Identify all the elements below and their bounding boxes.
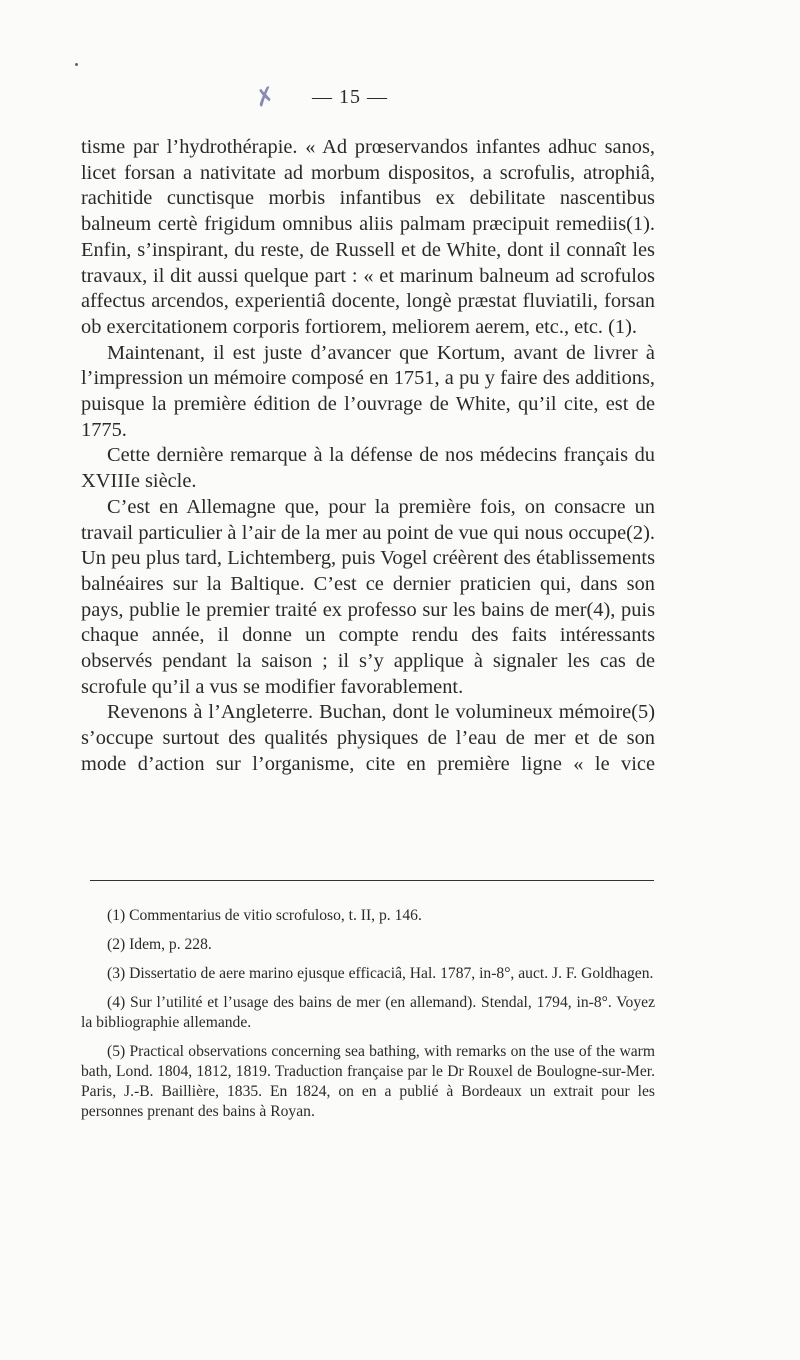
footnote: (2) Idem, p. 228. <box>107 936 212 953</box>
page-number: — 15 — <box>312 86 388 108</box>
main-text <box>81 135 655 778</box>
footnotes <box>81 906 655 1131</box>
ink-speck <box>75 63 78 66</box>
footnote: (4) Sur l’utilité et l’usage des bains de mer (en allemand). Stendal, 1794, in-8°. Voyez la bibliographie allemande. <box>81 994 655 1031</box>
footnote: (3) Dissertatio de aere marino ejusque efficaciâ, Hal. 1787, in-8°, auct. J. F. Goldhagen. <box>107 965 654 982</box>
body-paragraph: Revenons à l’Angleterre. Buchan, dont le volumineux mémoire(5) s’occupe surtout des qualités physiques de l’eau de mer et de son mode d’action sur l’organisme, cite en première ligne « le vice <box>81 701 655 775</box>
body-paragraph: Cette dernière remarque à la défense de nos médecins français du XVIIIe siècle. <box>81 444 655 493</box>
body-paragraph: C’est en Allemagne que, pour la première fois, on consacre un travail particulier à l’air de la mer au point de vue qui nous occupe(2). Un peu plus tard, Lichtemberg, puis Vogel créèrent des établissements balnéaires sur la Baltique. C’est ce dernier praticien qui, dans son pays, publie le premier traité ex professo sur les bains de mer(4), puis chaque année, il donne un compte rendu des faits intéressants observés pendant la saison ; il s’y applique à signaler les cas de scrofule qu’il a vus se modifier favorablement. <box>81 495 655 698</box>
body-paragraph: Maintenant, il est juste d’avancer que Kortum, avant de livrer à l’impression un mémoire composé en 1751, a pu y faire des additions, puisque la première édition de l’ouvrage de White, qu’il cite, est de 1775. <box>81 341 655 441</box>
footnote: (1) Commentarius de vitio scrofuloso, t. II, p. 146. <box>107 907 422 924</box>
body-paragraph: tisme par l’hydrothérapie. « Ad prœservandos infantes adhuc sanos, licet forsan a nativitate ad morbum dispositos, a scrofulis, atrophiâ, rachitide cunctisque morbis infantibus ex debilitate nascentibus balneum certè frigidum omnibus aliis palmam præcipuit remediis(1). Enfin, s’inspirant, du reste, de Russell et de White, dont il connaît les travaux, il dit aussi quelque part : « et marinum balneum ad scrofulos affectus arcendos, experientiâ docente, longè præstat fluviatili, forsan ob exercitationem corporis fortiorem, meliorem aerem, etc., etc. (1). <box>81 136 655 338</box>
handwritten-mark-icon: ✗ <box>251 80 279 114</box>
footnote: (5) Practical observations concerning sea bathing, with remarks on the use of the warm bath, Lond. 1804, 1812, 1819. Traduction française par le Dr Rouxel de Boulogne-sur-Mer. Paris, J.-B. Baillière, 1835. En 1824, on en a publié à Bordeaux un extrait pour les personnes prenant des bains à Royan. <box>81 1043 655 1120</box>
footnote-divider <box>90 880 654 881</box>
